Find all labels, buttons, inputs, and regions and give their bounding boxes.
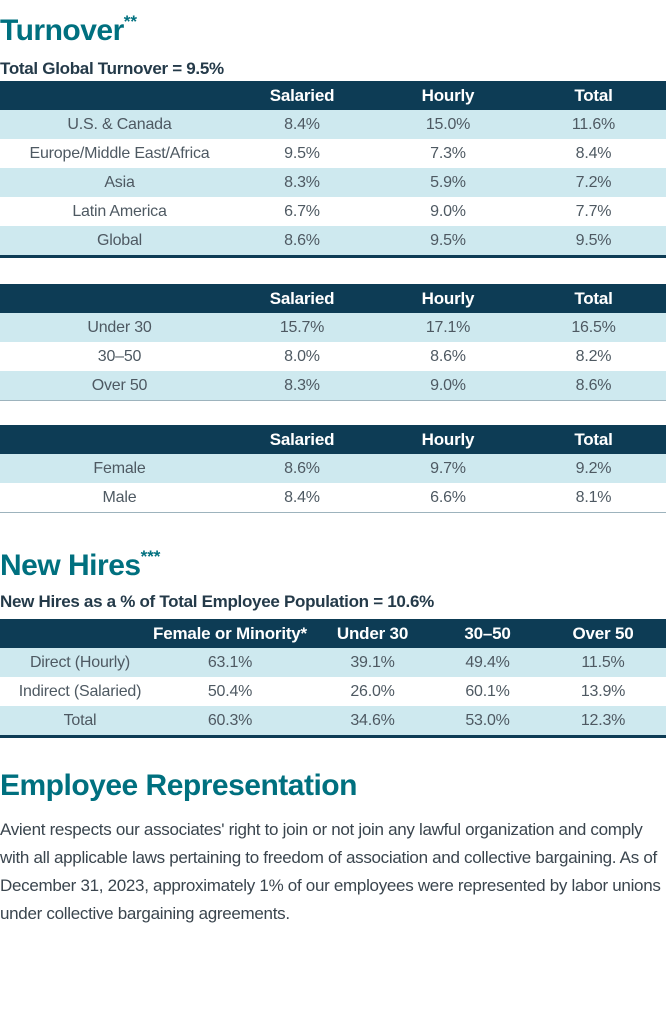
- table-row: [0, 110, 666, 139]
- column-header: Hourly: [421, 85, 475, 105]
- cell-value: 12.3%: [580, 711, 626, 729]
- table-header-row: [0, 425, 666, 454]
- cell-value: 16.5%: [571, 318, 616, 336]
- cell-value: 8.2%: [575, 347, 612, 365]
- new-hires-title-footnote-marker: ***: [140, 547, 161, 566]
- row-label: Europe/Middle East/Africa: [29, 144, 210, 162]
- cell-value: 5.9%: [430, 173, 466, 191]
- cell-value: 8.1%: [575, 488, 612, 506]
- cell-value: 50.4%: [207, 682, 253, 700]
- column-header: Total: [574, 288, 613, 308]
- cell-value: 17.1%: [425, 318, 471, 336]
- cell-value: 9.5%: [575, 231, 612, 249]
- cell-value: 60.3%: [207, 711, 253, 729]
- turnover-by-age-table: [0, 284, 666, 401]
- table-row: [0, 483, 666, 512]
- employee-representation-paragraph: Avient respects our associates' right to join or not join any lawful organization and comply with all applicable laws pertaining to freedom of association and collective bargaining. As of December 31, 2023, approximately 1% of our employees were represented by labor unions under collective bargaining agreements.: [0, 820, 661, 923]
- cell-value: 8.6%: [284, 231, 320, 249]
- cell-value: 8.4%: [284, 115, 320, 133]
- turnover-by-gender-table: [0, 425, 666, 513]
- new-hires-title-text: New Hires: [0, 549, 141, 582]
- table-row: [0, 648, 666, 677]
- table-row: [0, 677, 666, 706]
- cell-value: 8.0%: [284, 347, 320, 365]
- cell-value: 9.7%: [430, 459, 466, 477]
- row-label: Global: [96, 231, 143, 249]
- table-row: [0, 454, 666, 483]
- turnover-section-title: [0, 4, 666, 49]
- cell-value: 34.6%: [350, 711, 395, 729]
- cell-value: 39.1%: [350, 653, 395, 671]
- row-label: Female: [93, 459, 146, 477]
- column-header: Salaried: [269, 429, 335, 449]
- cell-value: 8.6%: [575, 376, 612, 394]
- column-header: Female or Minority*: [153, 623, 307, 643]
- cell-value: 9.5%: [430, 231, 466, 249]
- row-label: Over 50: [91, 376, 148, 394]
- table-header-row: [0, 619, 666, 648]
- cell-value: 11.6%: [571, 115, 616, 133]
- table-header-row: [0, 284, 666, 313]
- cell-value: 9.0%: [430, 376, 466, 394]
- new-hires-table: [0, 619, 666, 738]
- cell-value: 11.5%: [581, 653, 625, 671]
- new-hires-section-title: [0, 539, 666, 584]
- row-label: Male: [102, 488, 137, 506]
- column-header: Salaried: [269, 85, 335, 105]
- cell-value: 49.4%: [465, 653, 510, 671]
- cell-value: 26.0%: [350, 682, 395, 700]
- column-header: 30–50: [464, 623, 511, 643]
- table-row: [0, 226, 666, 255]
- column-header: Total: [574, 85, 613, 105]
- row-label: Latin America: [72, 202, 167, 220]
- column-header: Over 50: [572, 623, 634, 643]
- cell-value: 8.4%: [575, 144, 612, 162]
- row-label: 30–50: [97, 347, 142, 365]
- table-row: [0, 371, 666, 400]
- table-row: [0, 706, 666, 735]
- row-label: U.S. & Canada: [67, 115, 172, 133]
- table-row: [0, 168, 666, 197]
- total-global-turnover-subtitle: Total Global Turnover = 9.5%: [0, 59, 224, 78]
- row-label: Asia: [104, 173, 135, 191]
- row-label: Under 30: [87, 318, 152, 336]
- column-header: Total: [574, 429, 613, 449]
- cell-value: 9.0%: [430, 202, 466, 220]
- column-header: Salaried: [269, 288, 335, 308]
- turnover-title-footnote-marker: **: [123, 12, 138, 31]
- cell-value: 7.2%: [575, 173, 612, 191]
- cell-value: 60.1%: [465, 682, 510, 700]
- table-row: [0, 197, 666, 226]
- cell-value: 63.1%: [207, 653, 253, 671]
- cell-value: 9.5%: [284, 144, 320, 162]
- turnover-title-text: Turnover: [0, 14, 124, 47]
- cell-value: 7.7%: [575, 202, 612, 220]
- cell-value: 6.7%: [284, 202, 320, 220]
- cell-value: 8.4%: [284, 488, 320, 506]
- cell-value: 8.3%: [284, 173, 320, 191]
- cell-value: 9.2%: [575, 459, 612, 477]
- cell-value: 13.9%: [580, 682, 626, 700]
- turnover-by-region-table: [0, 81, 666, 258]
- table-row: [0, 313, 666, 342]
- row-label: Direct (Hourly): [29, 653, 131, 671]
- cell-value: 53.0%: [465, 711, 510, 729]
- column-header: Under 30: [336, 623, 409, 643]
- employee-representation-title-text: Employee Representation: [0, 769, 357, 802]
- table-row: [0, 342, 666, 371]
- table-header-row: [0, 81, 666, 110]
- cell-value: 6.6%: [430, 488, 466, 506]
- new-hires-subtitle: New Hires as a % of Total Employee Population = 10.6%: [0, 592, 434, 611]
- row-label: Indirect (Salaried): [18, 682, 142, 700]
- row-label: Total: [63, 711, 97, 729]
- table-row: [0, 139, 666, 168]
- cell-value: 7.3%: [430, 144, 466, 162]
- cell-value: 8.6%: [430, 347, 466, 365]
- column-header: Hourly: [421, 429, 475, 449]
- cell-value: 15.0%: [425, 115, 471, 133]
- employee-representation-section-title: [0, 768, 666, 804]
- cell-value: 15.7%: [279, 318, 325, 336]
- cell-value: 8.3%: [284, 376, 320, 394]
- cell-value: 8.6%: [284, 459, 320, 477]
- column-header: Hourly: [421, 288, 475, 308]
